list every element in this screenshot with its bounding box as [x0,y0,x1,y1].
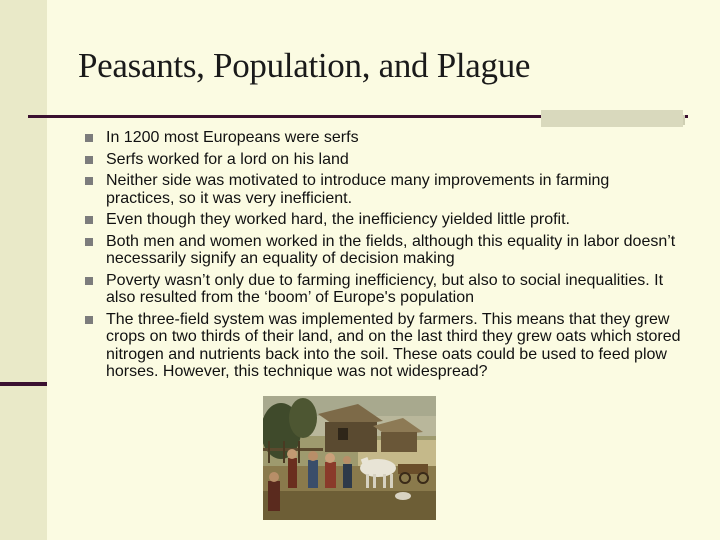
left-decorative-band [0,0,47,540]
bullet-item [82,233,682,268]
bullet-item [82,129,682,147]
painting-illustration [263,396,436,520]
square-bullet-icon [85,238,93,246]
bullet-text: Even though they worked hard, the inefficiency yielded little profit. [106,211,570,228]
peasant-village-painting [263,396,436,520]
bullet-item [82,151,682,169]
bullet-text: In 1200 most Europeans were serfs [106,129,359,146]
bullet-text: The three-field system was implemented by farmers. This means that they grew crops on two thirds of their land, and on the last third they grew oats which stored nitrogen and nutrients back into the soil. These oats could be used to feed plow horses. However, this technique was not widespread? [106,310,681,380]
square-bullet-icon [85,177,93,185]
square-bullet-icon [85,156,93,164]
slide-title: Peasants, Population, and Plague [78,46,531,85]
bullet-item [82,311,682,381]
square-bullet-icon [85,316,93,324]
title-divider-block [541,110,683,127]
bullet-text: Both men and women worked in the fields, although this equality in labor doesn’t necessarily signify an equality of decision making [106,232,676,267]
square-bullet-icon [85,277,93,285]
square-bullet-icon [85,134,93,142]
bullet-text: Poverty wasn’t only due to farming inefficiency, but also to social inequalities. It also resulted from the ‘boom’ of Europe's population [106,271,664,306]
left-band-accent-line [0,382,47,386]
bullet-item [82,172,682,207]
bullet-text: Serfs worked for a lord on his land [106,150,349,168]
bullet-item [82,272,682,307]
square-bullet-icon [85,216,93,224]
bullet-list [82,129,682,385]
title-divider-block-edge [683,115,685,125]
bullet-item [82,211,682,229]
bullet-text: Neither side was motivated to introduce many improvements in farming practices, so it was very inefficient. [106,172,610,207]
